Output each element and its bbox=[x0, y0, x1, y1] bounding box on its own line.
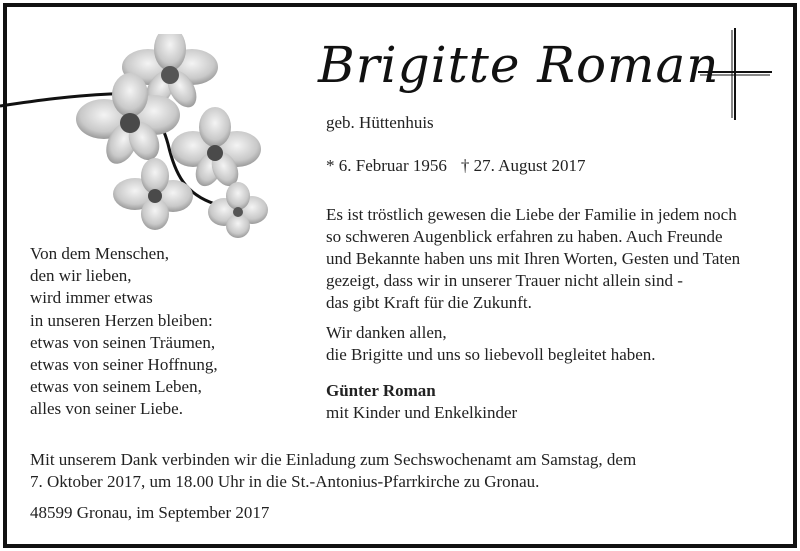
poem-line: Von dem Menschen, bbox=[30, 244, 169, 263]
poem-line: etwas von seinen Träumen, bbox=[30, 332, 216, 352]
poem-line: etwas von seiner Hoffnung, bbox=[30, 355, 218, 375]
poem-line: wird immer etwas bbox=[30, 288, 153, 308]
cross-icon bbox=[698, 28, 772, 120]
signer-block bbox=[326, 380, 517, 424]
place-date: 48599 Gronau, im September 2017 bbox=[30, 503, 270, 522]
birth-name: geb. Hüttenhuis bbox=[326, 113, 434, 132]
message-line: so schweren Augenblick erfahren zu haben. Auch Freunde bbox=[326, 227, 723, 246]
poem bbox=[30, 243, 218, 421]
message-line: Es ist tröstlich gewesen die Liebe der Familie in jedem noch bbox=[326, 205, 737, 224]
poem-line: den wir lieben, bbox=[30, 266, 132, 286]
death-date: † 27. August 2017 bbox=[460, 156, 586, 175]
invitation-line: Mit unserem Dank verbinden wir die Einladung zum Sechswochenamt am Samstag, dem bbox=[30, 450, 637, 469]
poem-line: in unseren Herzen bleiben: bbox=[30, 310, 213, 330]
message-line: und Bekannte haben uns mit Ihren Worten, Gesten und Taten bbox=[326, 249, 741, 268]
thanks-block bbox=[326, 322, 656, 366]
invitation-line: 7. Oktober 2017, um 18.00 Uhr in die St.-Antonius-Pfarrkirche zu Gronau. bbox=[30, 472, 540, 491]
orchid-illustration bbox=[0, 34, 270, 239]
thanks-line: Wir danken allen, bbox=[326, 323, 447, 342]
deceased-name: Brigitte Roman bbox=[318, 36, 720, 94]
message-line: gezeigt, dass wir in unserer Trauer nicht allein sind - bbox=[326, 271, 683, 290]
message-line: das gibt Kraft für die Zukunft. bbox=[326, 293, 532, 312]
signer-name: Günter Roman bbox=[326, 381, 436, 400]
message-block bbox=[326, 204, 772, 314]
thanks-line: die Brigitte und uns so liebevoll begleitet haben. bbox=[326, 345, 656, 364]
poem-line: alles von seiner Liebe. bbox=[30, 399, 183, 419]
life-dates bbox=[326, 156, 586, 176]
birth-date: * 6. Februar 1956 bbox=[326, 156, 447, 175]
signer-family: mit Kinder und Enkelkinder bbox=[326, 403, 518, 422]
invitation bbox=[30, 449, 690, 493]
poem-line: etwas von seinem Leben, bbox=[30, 377, 202, 397]
